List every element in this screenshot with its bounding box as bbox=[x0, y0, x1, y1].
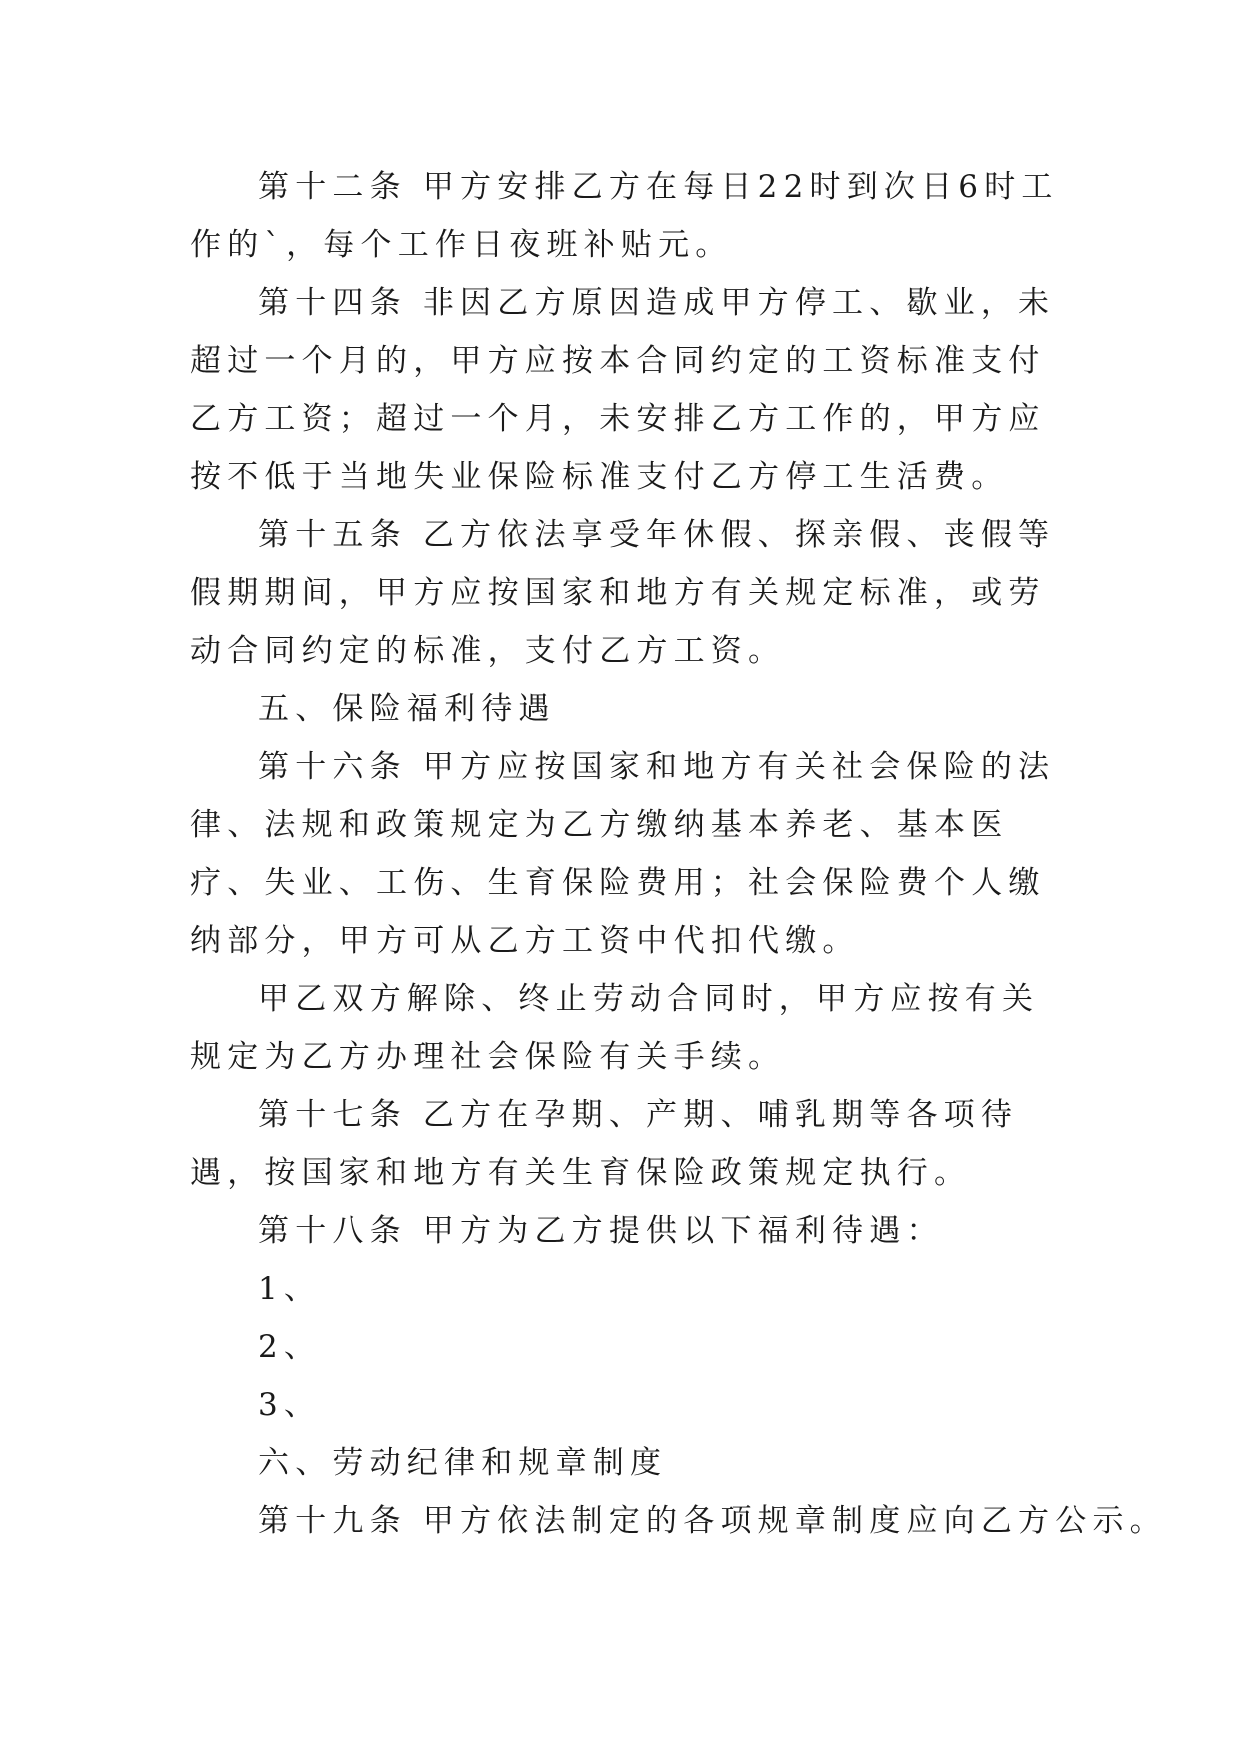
paragraph-article-12: 第十二条 甲方安排乙方在每日22时到次日6时工作的`，每个工作日夜班补贴元。 bbox=[190, 169, 1059, 263]
list-item-2: 2、 bbox=[258, 1329, 322, 1365]
paragraph-article-19: 第十九条 甲方依法制定的各项规章制度应向乙方公示。 bbox=[258, 1503, 1167, 1539]
document-body bbox=[190, 158, 1167, 1550]
list-item-3: 3、 bbox=[258, 1387, 322, 1423]
paragraph-article-16: 第十六条 甲方应按国家和地方有关社会保险的法律、法规和政策规定为乙方缴纳基本养老、基本医疗、失业、工伤、生育保险费用；社会保险费个人缴纳部分，甲方可从乙方工资中代扣代缴。 bbox=[190, 749, 1056, 959]
paragraph-article-14: 第十四条 非因乙方原因造成甲方停工、歇业，未超过一个月的，甲方应按本合同约定的工资标准支付乙方工资；超过一个月，未安排乙方工作的，甲方应按不低于当地失业保险标准支付乙方停工生活费。 bbox=[190, 285, 1056, 495]
paragraph-termination-insurance: 甲乙双方解除、终止劳动合同时，甲方应按有关规定为乙方办理社会保险有关手续。 bbox=[190, 981, 1040, 1075]
paragraph-article-17: 第十七条 乙方在孕期、产期、哺乳期等各项待遇，按国家和地方有关生育保险政策规定执行。 bbox=[190, 1097, 1019, 1191]
paragraph-article-15: 第十五条 乙方依法享受年休假、探亲假、丧假等假期期间，甲方应按国家和地方有关规定标准，或劳动合同约定的标准，支付乙方工资。 bbox=[190, 517, 1056, 669]
paragraph-article-18: 第十八条 甲方为乙方提供以下福利待遇： bbox=[258, 1213, 944, 1249]
list-item-1: 1、 bbox=[258, 1271, 322, 1307]
section-heading-labor-discipline: 六、劳动纪律和规章制度 bbox=[258, 1445, 668, 1481]
section-heading-insurance-benefits: 五、保险福利待遇 bbox=[258, 691, 556, 727]
